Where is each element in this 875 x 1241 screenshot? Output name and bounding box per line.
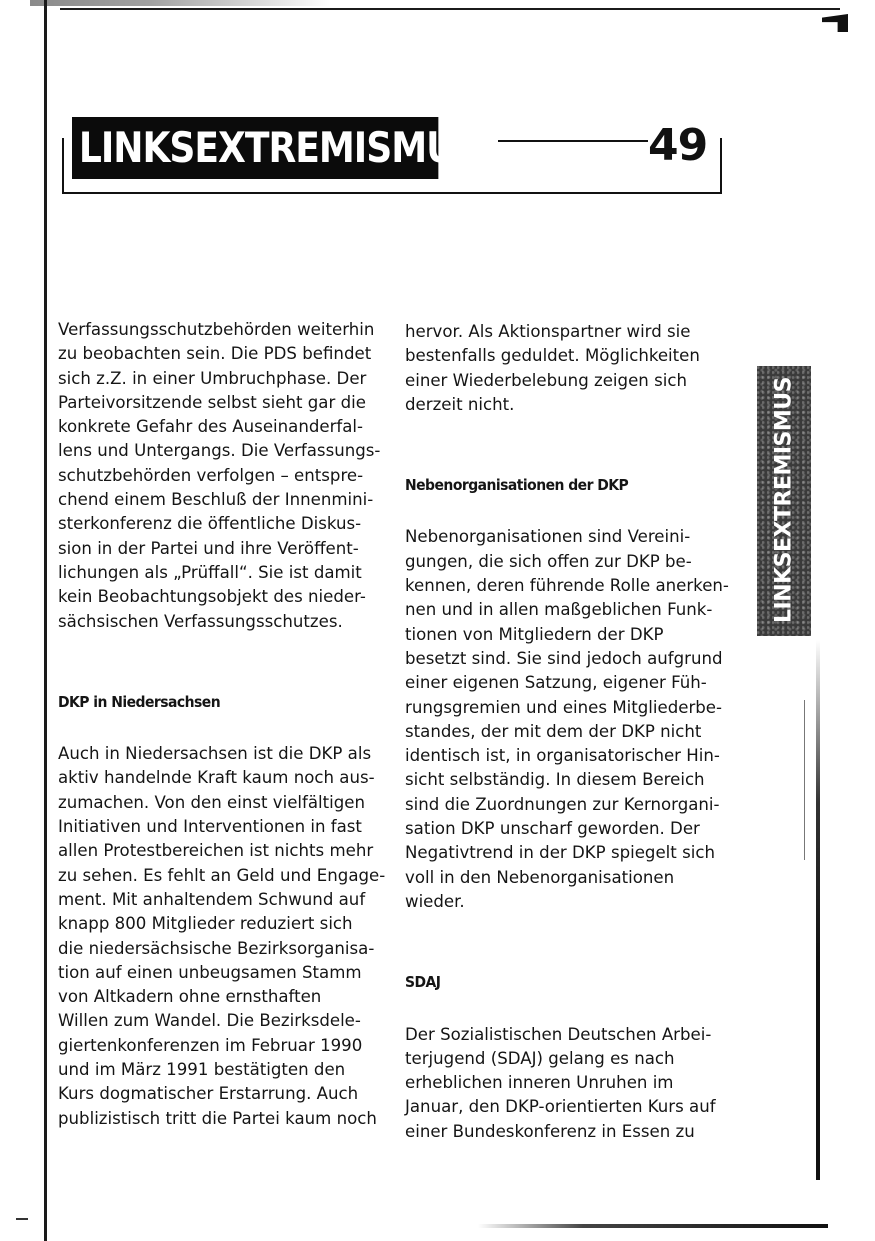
section-heading: Nebenorganisationen der DKP (405, 476, 629, 495)
text-line: sion in der Partei und ihre Veröffent- (58, 538, 359, 558)
text-line: sterkonferenz die öffentliche Diskus- (58, 514, 362, 534)
text-line: lichungen als „Prüffall“. Sie ist damit (58, 562, 362, 582)
text-line: sächsischen Verfassungsschutzes. (58, 611, 343, 631)
text-line: knapp 800 Mitglieder reduziert sich (58, 914, 353, 934)
text-line: terjugend (SDAJ) gelang es nach (405, 1048, 675, 1068)
scan-corner-mark (822, 14, 848, 32)
spacer (405, 914, 717, 970)
text-line: voll in den Nebenorganisationen (405, 867, 675, 887)
text-line: von Altkadern ohne ernsthaften (58, 987, 322, 1007)
intro-paragraph-right (405, 320, 717, 417)
section-heading: DKP in Niedersachsen (58, 692, 221, 711)
text-line: lens und Untergangs. Die Verfassungs- (58, 441, 381, 461)
spacer (58, 634, 368, 690)
text-line: tionen von Mitgliedern der DKP (405, 624, 664, 644)
text-line: besetzt sind. Sie sind jedoch aufgrund (405, 648, 723, 668)
text-line: erheblichen inneren Unruhen im (405, 1073, 674, 1093)
text-line: Parteivorsitzende selbst sieht gar die (58, 392, 366, 412)
text-line: sicht selbständig. In diesem Bereich (405, 770, 705, 790)
text-line: Der Sozialistischen Deutschen Arbei- (405, 1024, 712, 1044)
text-line: Willen zum Wandel. Die Bezirksdele- (58, 1011, 361, 1031)
text-line: Nebenorganisationen sind Vereini- (405, 527, 691, 547)
text-line: ment. Mit anhaltendem Schwund auf (58, 889, 366, 909)
left-column (58, 318, 386, 1131)
intro-paragraph-left (58, 318, 381, 634)
scan-shadow-top (30, 0, 330, 6)
page-number: 49 (648, 120, 708, 171)
text-line: Auch in Niedersachsen ist die DKP als (58, 744, 372, 764)
text-line: nen und in allen maßgeblichen Funk- (405, 600, 713, 620)
spacer (405, 497, 717, 525)
text-line: kein Beobachtungsobjekt des nieder- (58, 587, 366, 607)
text-line: derzeit nicht. (405, 394, 515, 414)
text-line: gungen, die sich offen zur DKP be- (405, 551, 692, 571)
text-line: einer eigenen Satzung, eigener Füh- (405, 673, 707, 693)
text-line: Kurs dogmatischer Erstarrung. Auch (58, 1084, 359, 1104)
scan-edge-left (44, 0, 47, 1241)
text-line: allen Protestbereichen ist nichts mehr (58, 841, 374, 861)
right-column (405, 320, 729, 1144)
text-line: rungsgremien und eines Mitgliederbe- (405, 697, 723, 717)
text-line: sich z.Z. in einer Umbruchphase. Der (58, 368, 367, 388)
text-line: kennen, deren führende Rolle anerken- (405, 576, 729, 596)
text-line: einer Bundeskonferenz in Essen zu (405, 1121, 695, 1141)
text-line: identisch ist, in organisatorischer Hin- (405, 746, 720, 766)
spacer (58, 714, 368, 742)
scan-edge-bottom (478, 1224, 828, 1228)
text-line: sation DKP unscharf geworden. Der (405, 819, 700, 839)
text-line: konkrete Gefahr des Auseinanderfal- (58, 417, 364, 437)
text-line: und im März 1991 bestätigten den (58, 1060, 346, 1080)
body-paragraph-right (405, 525, 729, 914)
text-line: zu sehen. Es fehlt an Geld und Engage- (58, 865, 386, 885)
text-line: giertenkonferenzen im Februar 1990 (58, 1035, 363, 1055)
spacer (405, 995, 717, 1023)
text-line: standes, der mit dem der DKP nicht (405, 721, 702, 741)
section-title: LINKSEXTREMISMUS (72, 117, 438, 179)
spacer (405, 417, 717, 473)
header-rule (498, 140, 648, 142)
text-line: Negativtrend in der DKP spiegelt sich (405, 843, 715, 863)
text-line: wieder. (405, 891, 465, 911)
text-line: die niedersächsische Bezirksorganisa- (58, 938, 375, 958)
sdaj-paragraph (405, 1023, 717, 1144)
text-line: Initiativen und Interventionen in fast (58, 817, 362, 837)
text-line: tion auf einen unbeugsamen Stamm (58, 962, 362, 982)
text-line: hervor. Als Aktionspartner wird sie (405, 322, 691, 341)
section-heading: SDAJ (405, 973, 441, 992)
text-line: schutzbehörden verfolgen – entspre- (58, 465, 364, 485)
scan-edge-top (60, 8, 840, 10)
body-paragraph-left (58, 742, 386, 1131)
text-line: publizistisch tritt die Partei kaum noch (58, 1108, 377, 1128)
text-line: zu beobachten sein. Die PDS befindet (58, 344, 372, 364)
margin-rule-thin (804, 700, 805, 860)
side-tab-label: LINKSEXTREMISMUS (771, 377, 797, 623)
text-line: chend einem Beschluß der Innenmini- (58, 490, 374, 510)
text-line: Januar, den DKP-orientierten Kurs auf (405, 1097, 716, 1117)
text-line: Verfassungsschutzbehörden weiterhin (58, 320, 375, 339)
text-line: aktiv handelnde Kraft kaum noch aus- (58, 768, 375, 788)
text-line: sind die Zuordnungen zur Kernorgani- (405, 794, 720, 814)
text-line: bestenfalls geduldet. Möglichkeiten (405, 346, 700, 366)
scan-mark (16, 1218, 28, 1220)
text-line: zumachen. Von den einst vielfältigen (58, 792, 366, 812)
margin-rule (816, 640, 820, 1180)
text-line: einer Wiederbelebung zeigen sich (405, 370, 687, 390)
